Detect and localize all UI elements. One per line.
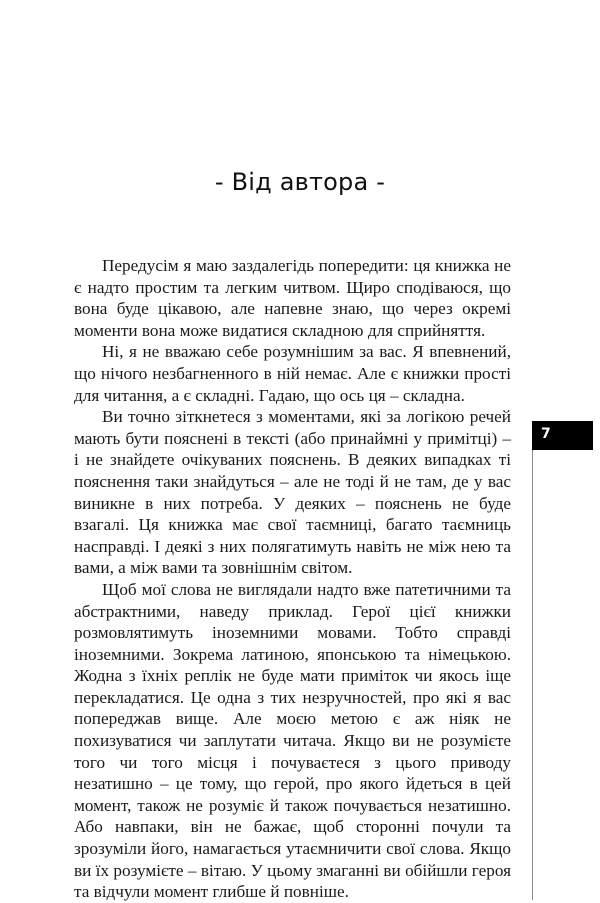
paragraph: Ви точно зіткнетеся з моментами, які за логікою речей мають бути пояснені в тексті (або принаймні у примітці) – і не знайдете очікуваних пояснень. В деяких випадках ті пояснення таки знайдуться – але не тоді й не там, де у вас виникне в них потреба. У деяких – пояснень не буде взагалі. Ця книжка має свої таємниці, багато таємниць насправді. І деякі з них полягатимуть навіть не між нею та вами, а між вами та зовнішнім світом. xyxy=(74,407,511,578)
page-number-tab xyxy=(532,421,593,450)
paragraph: Щоб мої слова не виглядали надто вже патетичними та абстрактними, наведу приклад. Герої цієї книжки розмовлятимуть іноземними мовами. Тобто справді іноземними. Зокрема латиною, японською та німецькою. Жодна з їхніх реплік не буде мати приміток чи якось іще перекладатися. Це одна з тих незручностей, про які я вас попереджав вище. Але моєю метою є аж ніяк не похизуватися чи заплутати читача. Якщо ви не розумієте того чи того місця і почуваєтеся з цього приводу незатишно – це тому, що герой, про якого йдеться в цей момент, також не розуміє й також почувається незатишно. Або навпаки, він не бажає, щоб сторонні почули та зрозуміли його, намагається утаємничити свої слова. Якщо ви їх розумієте – вітаю. У цьому змаганні ви обійшли героя та відчули момент глибше й повніше. xyxy=(74,579,511,902)
body-text xyxy=(74,255,511,903)
chapter-title: - Від автора - xyxy=(214,168,386,196)
page-number: 7 xyxy=(541,426,551,442)
page-edge-line xyxy=(532,450,533,900)
paragraph: Ні, я не вважаю себе розумнішим за вас. Я впевнений, що нічого незбагненного в ній немає. Але є книжки прості для читання, а є складні. Гадаю, що ось ця – складна. xyxy=(74,342,511,405)
paragraph: Передусім я маю заздалегідь попередити: ця книжка не є надто простим та легким читвом. Щиро сподіваюся, що вона буде цікавою, але напевне знаю, що через окремі моменти вона може видатися складною для сприйняття. xyxy=(74,256,511,340)
